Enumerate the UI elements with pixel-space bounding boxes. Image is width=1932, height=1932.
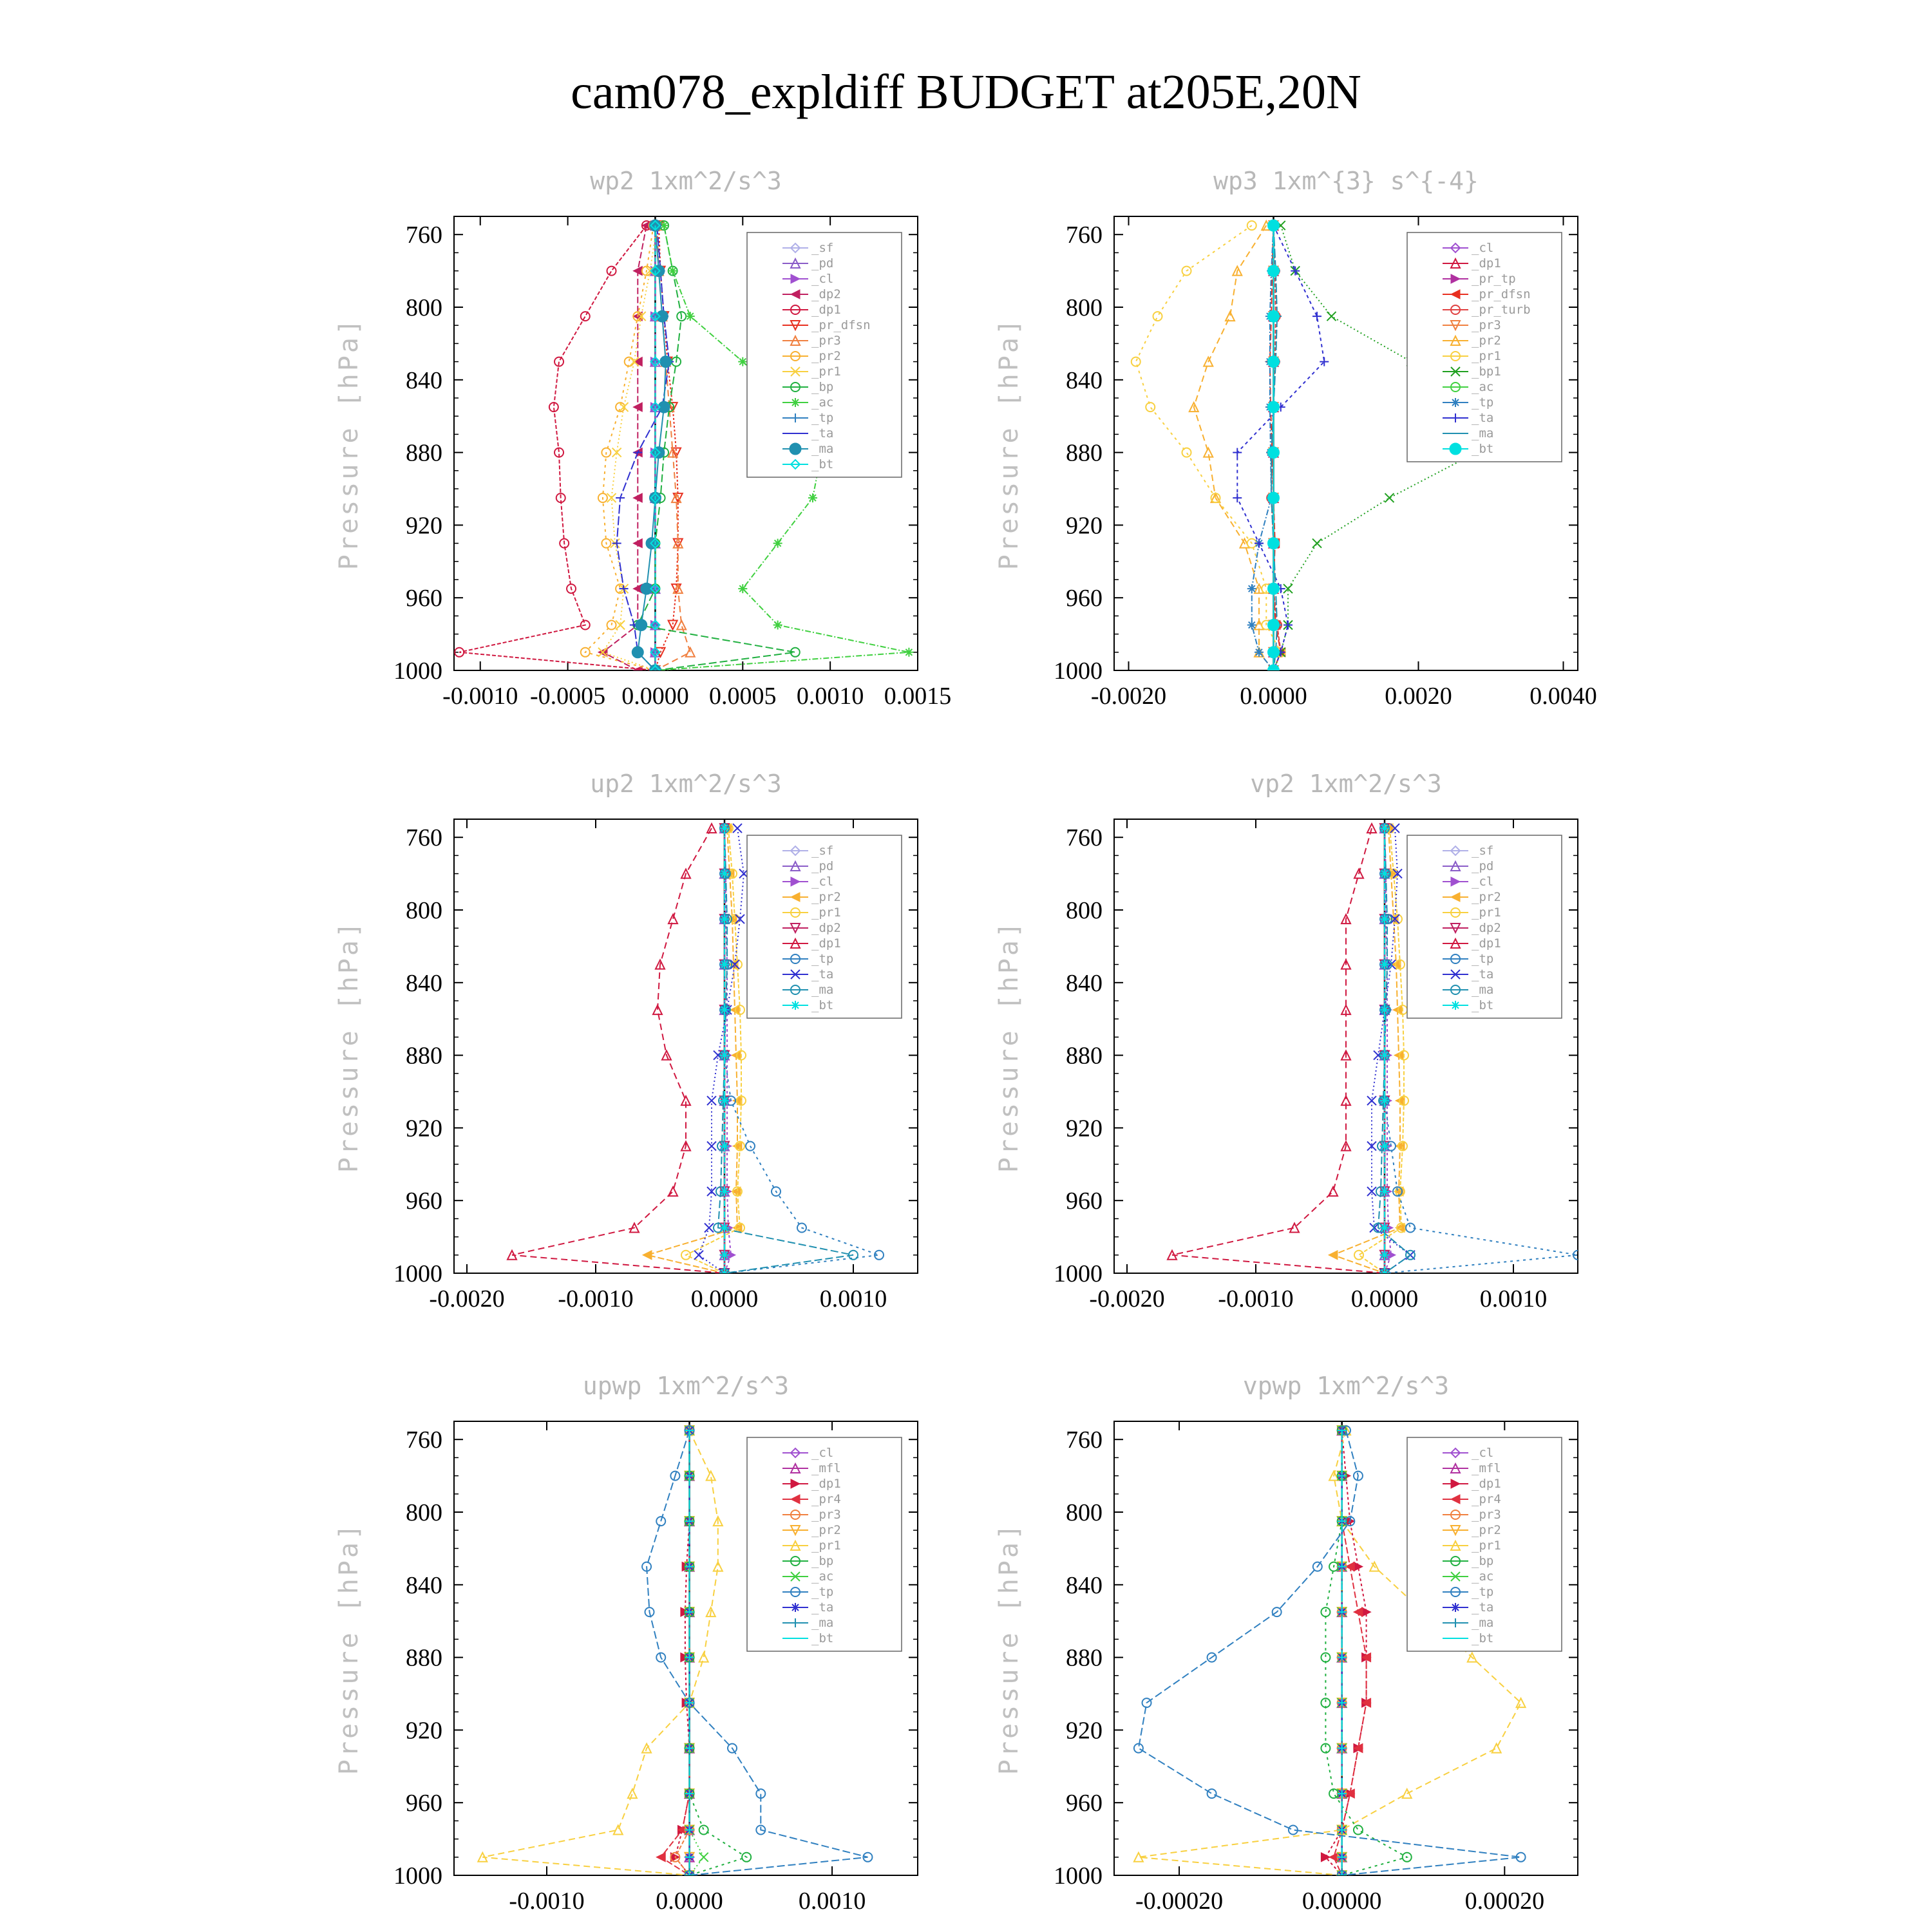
legend-entry: _pd xyxy=(1472,859,1494,873)
data-point-bt xyxy=(1380,1251,1389,1260)
data-point-bt xyxy=(1268,647,1280,658)
legend-entry: _dp2 xyxy=(1472,921,1501,935)
legend-entry: _pr1 xyxy=(811,1539,841,1553)
y-tick-label: 960 xyxy=(1066,1790,1103,1817)
y-tick-label: 880 xyxy=(1066,439,1103,467)
legend-entry: _tp xyxy=(1472,1585,1494,1599)
legend-entry: _ma xyxy=(811,983,834,997)
x-tick-label: 0.0010 xyxy=(1479,1285,1548,1312)
y-tick-label: 800 xyxy=(1066,1499,1103,1526)
legend-entry: _cl xyxy=(1472,875,1494,889)
data-point-bt xyxy=(1268,265,1280,277)
data-point-bt xyxy=(1380,869,1389,878)
data-point-bt xyxy=(1380,1096,1389,1105)
data-point-ac xyxy=(773,539,782,548)
y-tick-label: 760 xyxy=(406,1426,442,1454)
legend-entry: _tp xyxy=(811,952,834,966)
data-point-bt xyxy=(1268,401,1280,413)
y-tick-label: 920 xyxy=(406,1717,442,1745)
legend-entry: _pd xyxy=(811,256,834,270)
legend-entry: _ta xyxy=(1472,411,1494,425)
legend-entry: _pr_turb xyxy=(1472,303,1531,317)
x-tick-label: 0.00000 xyxy=(1302,1888,1382,1915)
data-point-bt xyxy=(720,1096,729,1105)
legend-entry: _cl xyxy=(811,875,834,889)
legend-entry: _pr2 xyxy=(811,890,841,904)
y-tick-label: 800 xyxy=(406,294,442,321)
legend-entry: _ma xyxy=(1472,426,1494,440)
legend-entry: _cl xyxy=(811,1446,834,1460)
legend-entry: _ma xyxy=(1472,1616,1494,1630)
y-tick-label: 960 xyxy=(406,1790,442,1817)
legend-entry: _dp1 xyxy=(1472,936,1501,951)
x-tick-label: 0.0000 xyxy=(1350,1285,1419,1312)
data-point-bt xyxy=(1268,620,1280,631)
legend-entry: _ta xyxy=(811,967,834,981)
data-point-bt xyxy=(1380,1005,1389,1014)
y-tick-label: 920 xyxy=(406,512,442,540)
x-tick-label: -0.0005 xyxy=(530,683,606,710)
y-axis-label: Pressure [hPa] xyxy=(994,919,1024,1173)
legend-entry: _sf xyxy=(811,844,834,858)
legend-entry: _dp1 xyxy=(1472,256,1501,270)
data-point-bt xyxy=(720,869,729,878)
y-tick-label: 880 xyxy=(406,1644,442,1672)
data-point-bt xyxy=(720,1224,729,1233)
x-tick-label: 0.0010 xyxy=(796,683,864,710)
y-tick-label: 760 xyxy=(1066,1426,1103,1454)
legend-entry: _ac xyxy=(811,395,834,410)
data-point-ac xyxy=(738,584,747,593)
legend-entry: _dp1 xyxy=(811,936,841,951)
x-tick-label: -0.00020 xyxy=(1135,1888,1224,1915)
data-point-bt xyxy=(720,1251,729,1260)
legend-marker xyxy=(791,1603,800,1612)
legend-entry: _ac xyxy=(1472,1569,1494,1584)
data-point-bt xyxy=(1268,492,1280,504)
data-point-ma xyxy=(636,620,647,631)
legend-entry: _dp1 xyxy=(811,303,841,317)
x-tick-label: -0.0020 xyxy=(1089,1285,1165,1312)
y-tick-label: 800 xyxy=(1066,897,1103,924)
legend-entry: _ta xyxy=(1472,1600,1494,1615)
y-tick-label: 1000 xyxy=(1054,658,1103,685)
data-point-tp xyxy=(1247,621,1256,630)
legend-entry: _tp xyxy=(1472,395,1494,410)
data-point-bt xyxy=(1268,583,1280,594)
data-point-bt xyxy=(720,1051,729,1060)
legend-entry: _bp1 xyxy=(1472,365,1501,379)
y-tick-label: 800 xyxy=(406,1499,442,1526)
data-point-bt xyxy=(1380,824,1389,833)
legend-entry: _pr1 xyxy=(1472,905,1501,920)
data-point-bt xyxy=(720,1142,729,1151)
y-tick-label: 840 xyxy=(1066,969,1103,997)
data-point-ac xyxy=(668,267,677,276)
y-tick-label: 840 xyxy=(406,969,442,997)
data-point-tp xyxy=(1255,648,1264,657)
data-point-bt xyxy=(1380,1051,1389,1060)
data-point-ma xyxy=(632,647,643,658)
y-tick-label: 880 xyxy=(1066,1644,1103,1672)
legend-entry: _pr2 xyxy=(1472,1523,1501,1537)
legend-entry: _tp xyxy=(811,411,834,425)
y-tick-label: 760 xyxy=(406,222,442,249)
data-point-ac xyxy=(773,621,782,630)
legend-entry: _ta xyxy=(811,1600,834,1615)
y-tick-label: 880 xyxy=(406,439,442,467)
x-tick-label: 0.0020 xyxy=(1385,683,1452,710)
y-tick-label: 840 xyxy=(1066,366,1103,394)
y-tick-label: 760 xyxy=(1066,222,1103,249)
legend-entry: _pr2 xyxy=(811,349,841,363)
legend-entry: _sf xyxy=(1472,844,1494,858)
y-tick-label: 960 xyxy=(406,585,442,612)
legend-entry: _bt xyxy=(1472,1631,1494,1645)
x-tick-label: 0.0010 xyxy=(798,1888,866,1915)
legend-entry: _pr_dfsn xyxy=(1472,287,1531,301)
x-tick-label: 0.0000 xyxy=(1240,683,1307,710)
x-tick-label: -0.0010 xyxy=(1218,1285,1294,1312)
data-point-tp xyxy=(1247,584,1256,593)
legend-marker xyxy=(1451,1603,1460,1612)
x-tick-label: 0.0000 xyxy=(690,1285,759,1312)
legend-entry: _dp2 xyxy=(811,921,841,935)
data-point-bt xyxy=(720,960,729,969)
y-tick-label: 1000 xyxy=(393,1862,442,1889)
legend-entry: _pr1 xyxy=(1472,1539,1501,1553)
legend-entry: _cl xyxy=(1472,1446,1494,1460)
legend-marker xyxy=(1451,398,1460,407)
legend-entry: _bt xyxy=(811,457,834,471)
y-axis-label: Pressure [hPa] xyxy=(334,919,364,1173)
y-tick-label: 920 xyxy=(1066,1115,1103,1142)
legend-entry: _cl xyxy=(1472,241,1494,255)
legend xyxy=(747,232,902,477)
y-tick-label: 840 xyxy=(406,1571,442,1599)
y-tick-label: 800 xyxy=(1066,294,1103,321)
legend-entry: _tp xyxy=(1472,952,1494,966)
legend-entry: _bt xyxy=(811,1631,834,1645)
legend-entry: _pr4 xyxy=(811,1492,841,1506)
legend-entry: _dp1 xyxy=(811,1477,841,1491)
legend-entry: _pr1 xyxy=(1472,349,1501,363)
legend-entry: _mfl xyxy=(811,1461,841,1475)
data-point-bt xyxy=(1380,1142,1389,1151)
legend-marker xyxy=(791,1001,800,1010)
legend-entry: _dp1 xyxy=(1472,1477,1501,1491)
legend-entry: _pr4 xyxy=(1472,1492,1501,1506)
legend-entry: _pr2 xyxy=(1472,334,1501,348)
legend-entry: _ma xyxy=(1472,983,1494,997)
y-axis-label: Pressure [hPa] xyxy=(994,1521,1024,1776)
legend-entry: _ta xyxy=(811,426,834,440)
x-tick-label: 0.0040 xyxy=(1530,683,1597,710)
x-tick-label: -0.0010 xyxy=(558,1285,634,1312)
legend xyxy=(747,835,902,1018)
legend-entry: _bp xyxy=(811,1554,834,1568)
data-point-bt xyxy=(720,1005,729,1014)
x-tick-label: 0.00020 xyxy=(1464,1888,1545,1915)
legend-entry: _pr2 xyxy=(1472,890,1501,904)
x-tick-label: 0.0015 xyxy=(884,683,952,710)
y-axis-label: Pressure [hPa] xyxy=(334,316,364,571)
legend-entry: _bp xyxy=(1472,1554,1494,1568)
legend-marker xyxy=(1450,443,1461,455)
x-tick-label: -0.0020 xyxy=(429,1285,505,1312)
x-tick-label: 0.0000 xyxy=(621,683,689,710)
legend-entry: _ta xyxy=(1472,967,1494,981)
y-tick-label: 880 xyxy=(406,1042,442,1070)
legend-entry: _tp xyxy=(811,1585,834,1599)
legend-entry: _pr1 xyxy=(811,365,841,379)
data-point-bt xyxy=(720,1187,729,1196)
legend-entry: _pr1 xyxy=(811,905,841,920)
data-point-bt xyxy=(1268,310,1280,322)
legend-marker xyxy=(790,443,801,455)
data-point-ma xyxy=(660,356,672,368)
legend xyxy=(1407,835,1562,1018)
legend-marker xyxy=(1451,1001,1460,1010)
data-point-bt xyxy=(1380,1187,1389,1196)
legend-entry: _ac xyxy=(1472,380,1494,394)
data-point-bt xyxy=(1268,538,1280,549)
data-point-ac xyxy=(808,493,817,502)
x-tick-label: -0.0010 xyxy=(442,683,518,710)
y-tick-label: 920 xyxy=(1066,512,1103,540)
x-tick-label: 0.0005 xyxy=(709,683,777,710)
data-point-bt xyxy=(720,914,729,923)
legend-entry: _pr_dfsn xyxy=(811,318,871,332)
data-point-bt xyxy=(1268,220,1280,231)
panel-title: vpwp 1xm^2/s^3 xyxy=(1242,1372,1450,1400)
data-point-bt xyxy=(1380,914,1389,923)
panel-title: vp2 1xm^2/s^3 xyxy=(1250,770,1442,798)
y-tick-label: 760 xyxy=(406,824,442,852)
data-point-bt xyxy=(1380,1224,1389,1233)
x-tick-label: -0.0020 xyxy=(1090,683,1167,710)
panel-title: wp2 1xm^2/s^3 xyxy=(590,167,782,195)
y-tick-label: 960 xyxy=(1066,585,1103,612)
panel-title: wp3 1xm^{3} s^{-4} xyxy=(1213,167,1479,195)
y-tick-label: 1000 xyxy=(393,658,442,685)
y-tick-label: 760 xyxy=(1066,824,1103,852)
legend-entry: _bp xyxy=(811,380,834,394)
legend-marker xyxy=(791,398,800,407)
y-tick-label: 1000 xyxy=(393,1260,442,1287)
y-tick-label: 880 xyxy=(1066,1042,1103,1070)
legend-entry: _ac xyxy=(811,1569,834,1584)
y-tick-label: 1000 xyxy=(1054,1260,1103,1287)
legend-entry: _mfl xyxy=(1472,1461,1501,1475)
data-point-bt xyxy=(1268,447,1280,459)
legend xyxy=(1407,232,1562,462)
legend-entry: _bt xyxy=(1472,998,1494,1012)
data-point-bt xyxy=(1268,356,1280,368)
legend-entry: _pr_tp xyxy=(1472,272,1516,286)
x-tick-label: 0.0000 xyxy=(656,1888,723,1915)
data-point-ac xyxy=(738,357,747,366)
legend-entry: _bt xyxy=(811,998,834,1012)
panel-title: upwp 1xm^2/s^3 xyxy=(582,1372,790,1400)
panel-title: up2 1xm^2/s^3 xyxy=(590,770,782,798)
data-point-ma xyxy=(656,310,668,322)
data-point-ac xyxy=(904,648,913,657)
data-point-ac xyxy=(686,312,695,321)
figure-title: cam078_expldiff BUDGET at205E,20N xyxy=(571,65,1361,119)
x-tick-label: 0.0010 xyxy=(819,1285,887,1312)
legend xyxy=(747,1437,902,1651)
y-tick-label: 840 xyxy=(406,366,442,394)
y-tick-label: 1000 xyxy=(1054,1862,1103,1889)
legend-entry: _sf xyxy=(811,241,834,255)
legend-entry: _ma xyxy=(811,442,834,456)
y-axis-label: Pressure [hPa] xyxy=(994,316,1024,571)
legend-entry: _pr3 xyxy=(1472,1508,1501,1522)
legend-entry: _ma xyxy=(811,1616,834,1630)
legend-entry: _dp2 xyxy=(811,287,841,301)
data-point-bt xyxy=(1380,960,1389,969)
y-tick-label: 960 xyxy=(406,1188,442,1215)
y-tick-label: 920 xyxy=(1066,1717,1103,1745)
legend xyxy=(1407,1437,1562,1651)
y-tick-label: 800 xyxy=(406,897,442,924)
y-axis-label: Pressure [hPa] xyxy=(334,1521,364,1776)
y-tick-label: 920 xyxy=(406,1115,442,1142)
legend-entry: _bt xyxy=(1472,442,1494,456)
x-tick-label: -0.0010 xyxy=(509,1888,585,1915)
data-point-bt xyxy=(720,824,729,833)
legend-entry: _cl xyxy=(811,272,834,286)
y-tick-label: 840 xyxy=(1066,1571,1103,1599)
legend-entry: _pr3 xyxy=(1472,318,1501,332)
legend-entry: _pr2 xyxy=(811,1523,841,1537)
legend-entry: _pr3 xyxy=(811,1508,841,1522)
legend-entry: _pd xyxy=(811,859,834,873)
y-tick-label: 960 xyxy=(1066,1188,1103,1215)
legend-entry: _pr3 xyxy=(811,334,841,348)
